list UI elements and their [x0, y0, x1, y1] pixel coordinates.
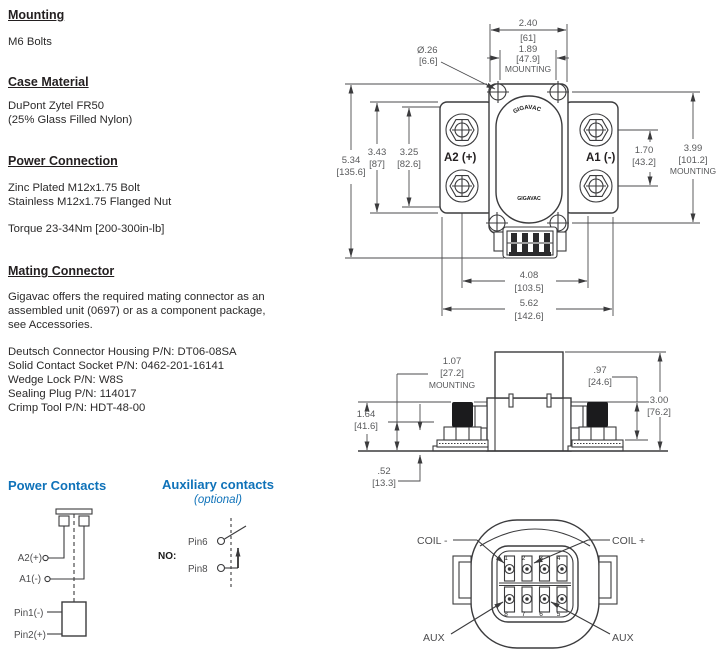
dim-343-metric: [87]	[369, 159, 385, 170]
pin-number-5: 5	[556, 611, 561, 618]
terminal-label-a2: A2 (+)	[444, 152, 477, 164]
aux-contacts-heading: Auxiliary contacts	[162, 477, 274, 492]
pin-number-7: 7	[521, 611, 526, 618]
label-no: NO:	[158, 551, 177, 562]
dim-300-value: 3.00	[649, 395, 669, 406]
dim-399-note: MOUNTING	[669, 166, 717, 176]
front-connector	[494, 227, 566, 258]
dim-562-metric: [142.6]	[514, 311, 544, 322]
pin-number-6: 6	[539, 611, 543, 618]
dim-343-value: 3.43	[367, 147, 387, 158]
dim-052-metric: [13.3]	[372, 478, 396, 489]
connector-view-drawing	[417, 520, 645, 648]
dim-164-value: 1.64	[356, 409, 376, 420]
bolt-a2-top	[446, 114, 478, 146]
dim-240-value: 2.40	[518, 18, 538, 29]
power-connection-torque: Torque 23-34Nm [200-300in-lb]	[8, 223, 165, 235]
label-coil-plus: COIL +	[612, 535, 646, 547]
power-contacts-schematic	[14, 509, 92, 641]
wire-a2	[48, 526, 64, 558]
side-view-drawing	[354, 352, 671, 489]
mounting-heading: Mounting	[8, 8, 65, 22]
side-body-base	[487, 398, 571, 451]
part-number-sealing-plug: Sealing Plug P/N: 114017	[8, 388, 137, 400]
pin-number-4: 4	[556, 555, 561, 562]
contact-terminal-right	[79, 516, 89, 526]
bolt-a1-bottom	[580, 170, 612, 202]
logo-arc-text: GIGAVAC	[512, 104, 542, 116]
label-pin2: Pin2(+)	[14, 630, 46, 641]
dim-534-value: 5.34	[341, 155, 361, 166]
pin-number-2: 2	[521, 555, 526, 562]
dim-189-metric: [47.9]	[516, 54, 540, 65]
case-material-line2: (25% Glass Filled Nylon)	[8, 114, 133, 126]
dim-399-metric: [101.2]	[678, 155, 708, 166]
label-a1: A1(-)	[19, 574, 41, 585]
pin-number-3: 3	[539, 555, 543, 562]
dim-052-value: .52	[377, 466, 391, 477]
case-material-heading: Case Material	[8, 75, 89, 89]
dim-189-value: 1.89	[518, 44, 538, 55]
part-number-crimp-tool: Crimp Tool P/N: HDT-48-00	[8, 402, 146, 414]
mating-connector-para2: assembled unit (0697) or as a component package,	[8, 305, 266, 317]
label-pin6: Pin6	[188, 537, 208, 548]
aux-contacts-schematic	[158, 518, 246, 589]
label-aux-left: AUX	[423, 632, 445, 644]
pin-number-1: 1	[504, 555, 508, 562]
pin8-terminal	[218, 565, 225, 572]
coil-box	[62, 602, 86, 636]
wire-a1	[50, 526, 84, 579]
side-flange-right	[571, 406, 587, 428]
aux-contacts-subheading: (optional)	[194, 494, 242, 506]
dim-107-value: 1.07	[442, 356, 462, 367]
bolt-a1-top	[580, 114, 612, 146]
terminal-label-a1: A1 (-)	[586, 152, 616, 164]
power-contacts-heading: Power Contacts	[8, 478, 107, 493]
dim-097-metric: [24.6]	[588, 377, 612, 388]
part-number-wedge-lock: Wedge Lock P/N: W8S	[8, 374, 124, 386]
dim-164-metric: [41.6]	[354, 421, 378, 432]
power-connection-line1: Zinc Plated M12x1.75 Bolt	[8, 182, 140, 194]
dim-408-value: 4.08	[519, 270, 539, 281]
part-number-socket: Solid Contact Socket P/N: 0462-201-16141	[8, 360, 225, 372]
dim-026-metric: [6.6]	[419, 56, 438, 67]
side-flange-left	[471, 406, 487, 428]
label-pin1: Pin1(-)	[14, 608, 44, 619]
dim-325-metric: [82.6]	[397, 159, 421, 170]
part-number-housing: Deutsch Connector Housing P/N: DT06-08SA	[8, 346, 237, 358]
dim-026-value: Ø.26	[417, 45, 438, 56]
label-aux-right: AUX	[612, 632, 634, 644]
dim-170-metric: [43.2]	[632, 157, 656, 168]
pin-number-8: 8	[504, 611, 508, 618]
front-view-drawing	[336, 18, 716, 322]
dim-170-value: 1.70	[634, 145, 654, 156]
mating-connector-para3: see Accessories.	[8, 319, 93, 331]
dim-534-metric: [135.6]	[336, 167, 366, 178]
pin6-terminal	[218, 538, 225, 545]
switch-blade	[225, 526, 247, 539]
contactor-dome	[496, 96, 562, 223]
label-pin8: Pin8	[188, 564, 208, 575]
dim-097-value: .97	[593, 365, 607, 376]
mounting-body: M6 Bolts	[8, 36, 52, 48]
dim-325-value: 3.25	[399, 147, 419, 158]
dim-399-value: 3.99	[683, 143, 703, 154]
case-material-line1: DuPont Zytel FR50	[8, 100, 105, 112]
power-connection-heading: Power Connection	[8, 154, 118, 168]
dim-107-metric: [27.2]	[440, 368, 464, 379]
dim-408-metric: [103.5]	[514, 283, 544, 294]
contact-bar	[56, 509, 92, 514]
label-coil-minus: COIL -	[417, 535, 448, 547]
logo-bottom-text: GIGAVAC	[517, 196, 541, 202]
mating-connector-para1: Gigavac offers the required mating connector as an	[8, 291, 265, 303]
power-connection-line2: Stainless M12x1.75 Flanged Nut	[8, 196, 172, 208]
label-a2: A2(+)	[17, 553, 42, 564]
mating-connector-heading: Mating Connector	[8, 264, 115, 278]
bolt-a2-bottom	[446, 170, 478, 202]
dim-189-note: MOUNTING	[504, 64, 552, 74]
dim-300-metric: [76.2]	[647, 407, 671, 418]
contact-terminal-left	[59, 516, 69, 526]
dim-107-note: MOUNTING	[428, 380, 476, 390]
dim-562-value: 5.62	[519, 298, 539, 309]
side-tower	[495, 352, 563, 398]
dim-240-metric: [61]	[520, 33, 536, 44]
